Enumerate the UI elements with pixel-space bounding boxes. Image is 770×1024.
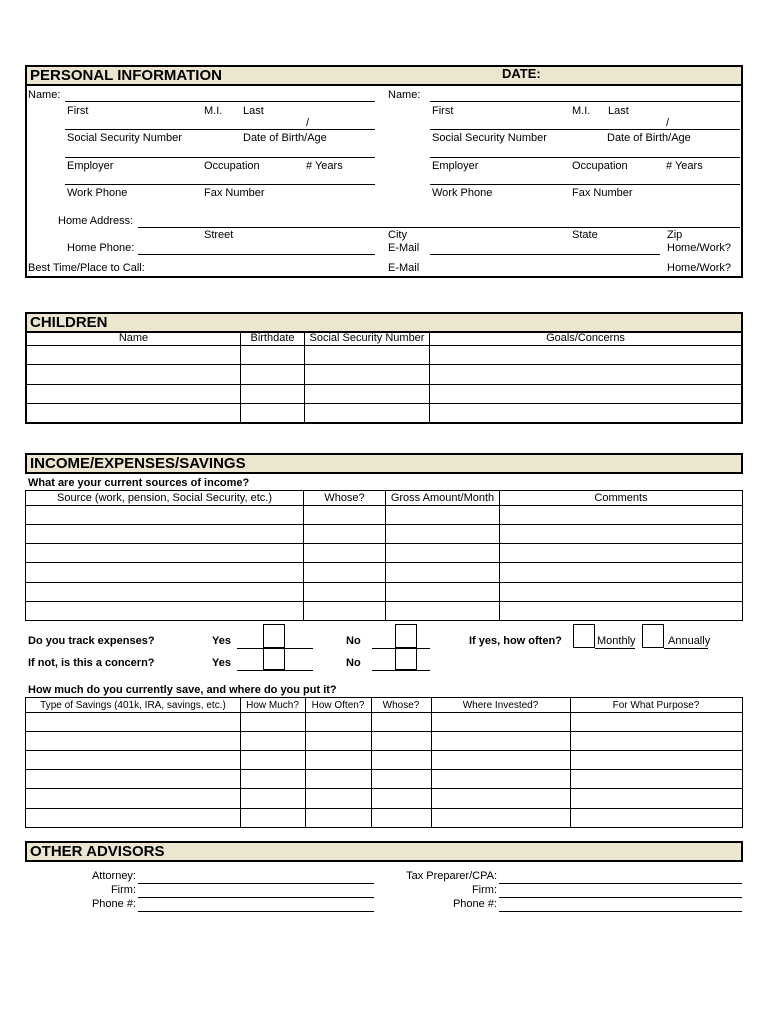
- table-row[interactable]: [25, 731, 743, 732]
- last-caption: Last: [608, 105, 629, 117]
- tax-phone-label: Phone #:: [452, 898, 497, 910]
- home-address-label: Home Address:: [58, 215, 134, 227]
- concern-yes-label: Yes: [212, 657, 231, 669]
- income-col-whose: Whose?: [324, 492, 365, 504]
- income-header: [25, 453, 743, 474]
- ssn-caption: Social Security Number: [432, 132, 547, 144]
- first-caption: First: [67, 105, 89, 117]
- mi-caption: M.I.: [572, 105, 591, 117]
- name-label-client2: Name:: [388, 89, 421, 101]
- table-row[interactable]: [25, 543, 743, 544]
- table-row[interactable]: [25, 808, 743, 809]
- years-caption: # Years: [666, 160, 703, 172]
- work-phone-input-client1[interactable]: [65, 184, 375, 185]
- savings-col-how-often: How Often?: [311, 700, 365, 711]
- table-row[interactable]: [25, 788, 743, 789]
- section-title: INCOME/EXPENSES/SAVINGS: [30, 455, 246, 472]
- tax-firm-input[interactable]: [499, 897, 742, 898]
- how-often-question: If yes, how often?: [469, 635, 562, 647]
- table-row[interactable]: [25, 750, 743, 751]
- name-input-client1[interactable]: [65, 101, 375, 102]
- street-caption: Street: [204, 229, 234, 241]
- savings-col-how-much: How Much?: [246, 700, 299, 711]
- table-row[interactable]: [25, 524, 743, 525]
- employer-input-client2[interactable]: [430, 157, 740, 158]
- ssn-slash: /: [666, 117, 670, 129]
- ssn-input-client2[interactable]: [430, 129, 740, 130]
- state-caption: State: [572, 229, 598, 241]
- ssn-input-client1[interactable]: [65, 129, 375, 130]
- years-caption: # Years: [306, 160, 343, 172]
- table-row[interactable]: [25, 384, 743, 385]
- ssn-caption: Social Security Number: [67, 132, 182, 144]
- table-row[interactable]: [25, 601, 743, 602]
- monthly-label: Monthly: [597, 635, 636, 647]
- section-title: OTHER ADVISORS: [30, 843, 165, 860]
- table-row[interactable]: [25, 364, 743, 365]
- best-time-label: Best Time/Place to Call:: [28, 262, 145, 274]
- table-row[interactable]: [25, 505, 743, 506]
- ssn-slash: /: [306, 117, 310, 129]
- name-label-client1: Name:: [28, 89, 61, 101]
- attorney-label: Attorney:: [91, 870, 136, 882]
- annually-line: [664, 648, 708, 649]
- sources-question: What are your current sources of income?: [28, 477, 250, 489]
- income-col-source: Source (work, pension, Social Security, etc.): [57, 492, 272, 504]
- table-row[interactable]: [25, 712, 743, 713]
- annually-label: Annually: [668, 635, 711, 647]
- track-yes-label: Yes: [212, 635, 231, 647]
- concern-yes-checkbox[interactable]: [263, 648, 285, 670]
- zip-caption: Zip: [667, 229, 683, 241]
- concern-no-label: No: [346, 657, 361, 669]
- savings-col-whose: Whose?: [382, 700, 420, 711]
- employer-input-client1[interactable]: [65, 157, 375, 158]
- section-title: PERSONAL INFORMATION: [30, 67, 222, 84]
- concern-yes-line: [237, 670, 313, 671]
- concern-question: If not, is this a concern?: [28, 657, 155, 669]
- home-work-label-client2: Home/Work?: [667, 262, 731, 274]
- savings-col-where: Where Invested?: [462, 700, 539, 711]
- annually-checkbox[interactable]: [642, 624, 664, 648]
- concern-no-line: [372, 670, 430, 671]
- date-input[interactable]: [545, 81, 735, 85]
- last-caption: Last: [243, 105, 264, 117]
- income-col-comments: Comments: [594, 492, 648, 504]
- children-header: [25, 312, 743, 333]
- attorney-firm-input[interactable]: [138, 897, 374, 898]
- table-row[interactable]: [25, 769, 743, 770]
- monthly-line: [595, 648, 635, 649]
- income-col-gross: Gross Amount/Month: [390, 492, 495, 504]
- concern-no-checkbox[interactable]: [395, 648, 417, 670]
- occupation-caption: Occupation: [572, 160, 628, 172]
- email-label-client1: E-Mail: [388, 242, 420, 254]
- name-input-client2[interactable]: [430, 101, 740, 102]
- children-col-birthdate: Birthdate: [250, 332, 295, 344]
- home-work-label-client1: Home/Work?: [667, 242, 731, 254]
- mi-caption: M.I.: [204, 105, 223, 117]
- children-col-goals: Goals/Concerns: [546, 332, 625, 344]
- employer-caption: Employer: [67, 160, 114, 172]
- tax-firm-label: Firm:: [471, 884, 497, 896]
- work-phone-caption: Work Phone: [67, 187, 128, 199]
- advisors-header: [25, 841, 743, 862]
- dob-caption: Date of Birth/Age: [243, 132, 327, 144]
- occupation-caption: Occupation: [204, 160, 260, 172]
- home-phone-input[interactable]: [138, 254, 375, 255]
- track-no-checkbox[interactable]: [395, 624, 417, 648]
- work-phone-caption: Work Phone: [432, 187, 493, 199]
- table-row[interactable]: [25, 562, 743, 563]
- home-phone-label: Home Phone:: [67, 242, 135, 254]
- attorney-input[interactable]: [138, 883, 374, 884]
- table-row[interactable]: [25, 403, 743, 404]
- dob-caption: Date of Birth/Age: [607, 132, 691, 144]
- city-caption: City: [388, 229, 407, 241]
- employer-caption: Employer: [432, 160, 479, 172]
- work-phone-input-client2[interactable]: [430, 184, 740, 185]
- home-address-input[interactable]: [138, 227, 740, 228]
- tax-phone-input[interactable]: [499, 911, 742, 912]
- fax-caption: Fax Number: [572, 187, 633, 199]
- savings-col-purpose: For What Purpose?: [612, 700, 700, 711]
- track-no-label: No: [346, 635, 361, 647]
- table-row[interactable]: [25, 582, 743, 583]
- children-col-ssn: Social Security Number: [309, 332, 425, 344]
- email-label-client2: E-Mail: [388, 262, 420, 274]
- track-expenses-question: Do you track expenses?: [28, 635, 155, 647]
- section-title: CHILDREN: [30, 314, 108, 331]
- save-question: How much do you currently save, and where do you put it?: [28, 684, 337, 696]
- attorney-phone-input[interactable]: [138, 911, 374, 912]
- monthly-checkbox[interactable]: [573, 624, 595, 648]
- attorney-firm-label: Firm:: [110, 884, 136, 896]
- children-col-name: Name: [118, 332, 149, 344]
- attorney-phone-label: Phone #:: [91, 898, 136, 910]
- track-yes-checkbox[interactable]: [263, 624, 285, 648]
- email-input-client1[interactable]: [430, 254, 660, 255]
- tax-preparer-input[interactable]: [499, 883, 742, 884]
- savings-col-type: Type of Savings (401k, IRA, savings, etc.): [40, 700, 226, 711]
- tax-preparer-label: Tax Preparer/CPA:: [406, 870, 497, 882]
- date-label: DATE:: [502, 66, 541, 81]
- fax-caption: Fax Number: [204, 187, 265, 199]
- first-caption: First: [432, 105, 454, 117]
- table-row[interactable]: [25, 345, 743, 346]
